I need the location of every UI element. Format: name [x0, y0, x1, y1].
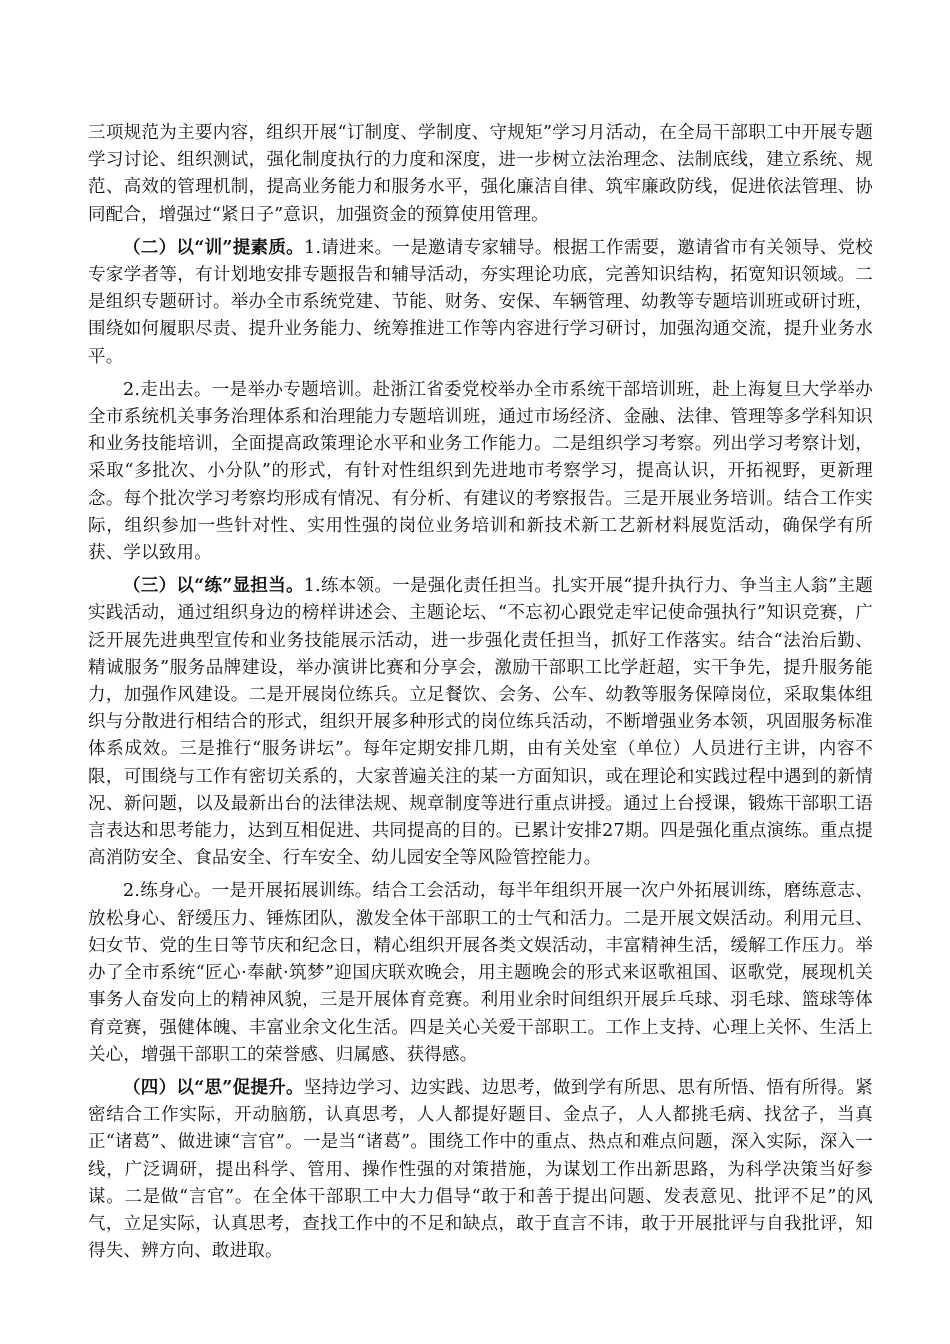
paragraph-go-out: [88, 377, 873, 567]
paragraph-section-4: [88, 1075, 873, 1265]
paragraph-intro: [88, 120, 873, 229]
section-heading: （二）以“训”提素质。: [123, 237, 304, 258]
paragraph-body: 1.练本领。一是强化责任担当。扎实开展“提升执行力、争当主人翁”主题实践活动，通过组织身边的榜样讲述会、主题论坛、“不忘初心跟党走牢记使命强执行”知识竞赛，广泛开展先进典型宣传和业务技能展示活动，进一步强化责任担当，抓好工作落实。结合“法治后勤、精诚服务”服务品牌建设，举办演讲比赛和分享会，激励干部职工比学赶超，实干争先，提升服务能力，加强作风建设。二是开展岗位练兵。立足餐饮、会务、公车、幼教等服务保障岗位，采取集体组织与分散进行相结合的形式，组织开展多种形式的岗位练兵活动，不断增强业务本领，巩固服务标准体系成效。三是推行“服务讲坛”。每年定期安排几期，由有关处室（单位）人员进行主讲，内容不限，可围绕与工作有密切关系的，大家普遍关注的某一方面知识，或在理论和实践过程中遇到的新情况、新问题，以及最新出台的法律法规、规章制度等进行重点讲授。通过上台授课，锻炼干部职工语言表达和思考能力，达到互相促进、共同提高的目的。已累计安排27期。四是强化重点演练。重点提高消防安全、食品安全、行车安全、幼儿园安全等风险管控能力。: [88, 576, 873, 869]
document-page: [88, 120, 873, 1271]
paragraph-section-3: [88, 573, 873, 872]
paragraph-body: 坚持边学习、边实践、边思考，做到学有所思、思有所悟、悟有所得。紧密结合工作实际，开动脑筋，认真思考，人人都提好题目、金点子，人人都挑毛病、找岔子，当真正“诸葛”、做进谏“言官”。一是当“诸葛”。围绕工作中的重点、热点和难点问题，深入实际，深入一线，广泛调研，提出科学、管用、操作性强的对策措施，为谋划工作出新思路，为科学决策当好参谋。二是做“言官”。在全体干部职工中大力倡导“敢于和善于提出问题、发表意见、批评不足”的风气，立足实际，认真思考，查找工作中的不足和缺点，敢于直言不讳，敢于开展批评与自我批评，知得失、辨方向、敢进取。: [88, 1077, 873, 1262]
paragraph-body: 2.练身心。一是开展拓展训练。结合工会活动，每半年组织开展一次户外拓展训练，磨练意志、放松身心、舒缓压力、锤炼团队，激发全体干部职工的士气和活力。二是开展文娱活动。利用元旦、妇女节、党的生日等节庆和纪念日，精心组织开展各类文娱活动，丰富精神生活，缓解工作压力。举办了全市系统“匠心·奉献·筑梦”迎国庆联欢晚会，用主题晚会的形式来讴歌祖国、讴歌党，展现机关事务人奋发向上的精神风貌，三是开展体育竞赛。利用业余时间组织开展乒乓球、羽毛球、篮球等体育竞赛，强健体魄、丰富业余文化生活。四是关心关爱干部职工。工作上支持、心理上关怀、生活上关心，增强干部职工的荣誉感、归属感、获得感。: [88, 881, 873, 1065]
paragraph-body-mind: [88, 878, 873, 1068]
paragraph-body: 三项规范为主要内容，组织开展“订制度、学制度、守规矩”学习月活动，在全局干部职工中开展专题学习讨论、组织测试，强化制度执行的力度和深度，进一步树立法治理念、法制底线，建立系统、规范、高效的管理机制，提高业务能力和服务水平，强化廉洁自律、筑牢廉政防线，促进依法管理、协同配合，增强过“紧日子”意识，加强资金的预算使用管理。: [88, 123, 873, 225]
section-heading: （三）以“练”显担当。: [123, 576, 304, 597]
paragraph-body: 2.走出去。一是举办专题培训。赴浙江省委党校举办全市系统干部培训班，赴上海复旦大学举办全市系统机关事务治理体系和治理能力专题培训班，通过市场经济、金融、法律、管理等多学科知识和业务技能培训，全面提高政策理论水平和业务工作能力。二是组织学习考察。列出学习考察计划，采取“多批次、小分队”的形式，有针对性组织到先进地市考察学习，提高认识，开拓视野，更新理念。每个批次学习考察均形成有情况、有分析、有建议的考察报告。三是开展业务培训。结合工作实际，组织参加一些针对性、实用性强的岗位业务培训和新技术新工艺新材料展览活动，确保学有所获、学以致用。: [88, 379, 873, 564]
paragraph-body: 1.请进来。一是邀请专家辅导。根据工作需要，邀请省市有关领导、党校专家学者等，有计划地安排专题报告和辅导活动，夯实理论功底，完善知识结构，拓宽知识领域。二是组织专题研讨。举办全市系统党建、节能、财务、安保、车辆管理、幼教等专题培训班或研讨班，围绕如何履职尽责、提升业务能力、统筹推进工作等内容进行学习研讨，加强沟通交流，提升业务水平。: [88, 237, 873, 367]
paragraph-section-2: [88, 235, 873, 371]
section-heading: （四）以“思”促提升。: [123, 1077, 304, 1098]
